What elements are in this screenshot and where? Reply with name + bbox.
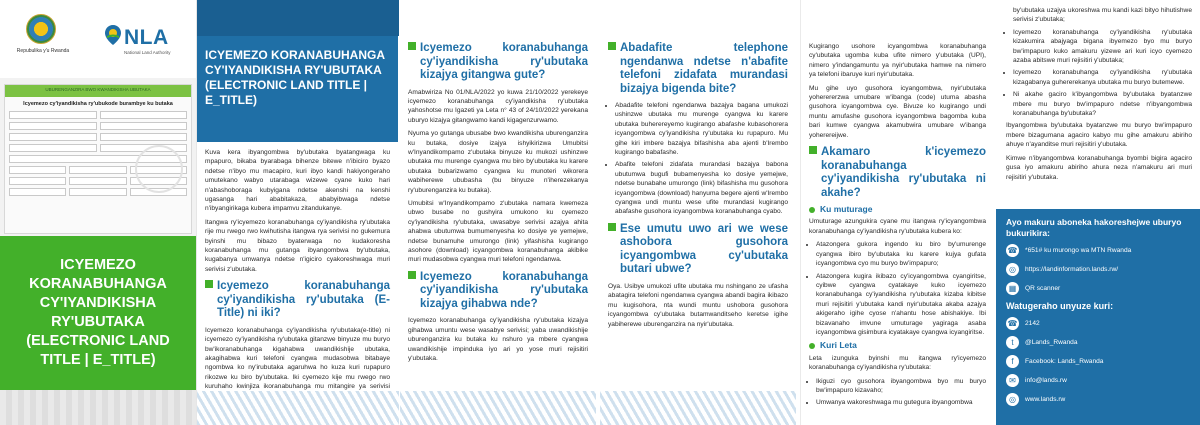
bullet-list <box>809 377 986 408</box>
republic-label: Repubulika y'u Rwanda <box>16 48 70 54</box>
subheading-label: Ku muturage <box>820 204 873 215</box>
qr-code-icon: ▦ <box>1006 282 1019 295</box>
section-heading <box>608 223 788 277</box>
decorative-pattern <box>197 391 399 425</box>
certificate-header-text: UBURENGANZIRA BWO KWANDIKISHA UBUTAKA <box>45 87 151 92</box>
list-item: • Abadafite telefoni ngendanwa bazajya bagana umukozi ushinzwe ubutaka mu murenge cyangwa ku karere ubutaka buherereyemo kugirango abafashe kubasohorera icyangombwa cy'iyandikisha ry'ubutaka ku rupapuro. Mu gihe kiri imbere bazajya bifashisha aba ajenti b'Irembo kugirango babafashe. <box>615 101 788 157</box>
bullet-dot-icon <box>809 207 815 213</box>
section-title: Icyemezo koranabuhanga cy'iyandikisha ry'ubutaka kizajya gitangwa gute? <box>420 42 588 81</box>
nla-logo-text: NLA <box>124 26 169 49</box>
watermark-seal-icon <box>135 145 183 193</box>
section-title: Akamaro k'icyemezo koranabuhanga cy'iyandikisha ry'ubutaka ni akahe? <box>821 146 986 199</box>
certificate-title: Icyemezo cy'iyandikisha ry'ubukode burambye ku butaka <box>23 101 173 107</box>
globe-icon: ◎ <box>1006 393 1019 406</box>
subheading-label: Kuri Leta <box>820 340 857 351</box>
decorative-pattern <box>400 391 596 425</box>
rwanda-seal-icon <box>26 14 56 44</box>
intro-heading: ICYEMEZO KORANABUHANGA CY'IYANDIKISHA RY'UBUTAKA (ELECTRONIC LAND TITLE | E_TITLE) <box>205 48 385 107</box>
subheading <box>809 341 986 350</box>
section-heading <box>408 42 588 83</box>
section-paragraph: Kugirango usohore icyangombwa koranabuhanga cy'ubutaka ugomba kuba ufite nimero y'ubutaka (UPI), nimero y'indangamuntu ya nyir'ubutaka hamwe na nimero ya telefoni ibaruye kuri nyir'ubutaka. <box>809 43 986 79</box>
section-paragraph: Mu gihe uyo gusohora icyangombwa, nyir'ubutaka yoherererzwa umubare w'ibanga (code) utuma abasha gusohora icyangombwa cye. Bivuze ko kugirango undi muntu amufashe gusohora icyangombwa bagomba kuba bari kumwe cyangwa akamubwira umubare w'ibanga yoherereijwe. <box>809 84 986 139</box>
list-item: • Icyemezo koranabuhanga cy'iyandikisha ry'ubutaka kizakumira abajyaga bigana ibyemezo byo mu buryo bw'impapuro kuko amakuru yizewe ari kuri icyo cyemezo azaba abitswe muri rejisitiri y'ubutaka; <box>1013 28 1192 66</box>
phone-icon: ☎ <box>1007 246 1018 255</box>
info-title: Ayo makuru aboneka hakoreshejwe uburyo bukurikira: <box>1006 217 1182 238</box>
list-item: • Atazongera gukora ingendo ku biro by'umurenge cyangwa ibiro by'ubutaka ku karere kujya gufata icyangombwa cyo mu buryo bw'impapuro; <box>816 240 986 268</box>
info-item <box>1006 244 1190 257</box>
section-heading <box>205 280 390 321</box>
contact-item[interactable] <box>1006 355 1190 368</box>
certificate-preview <box>4 84 192 234</box>
validity-section <box>996 0 1200 206</box>
certificate-header <box>5 85 191 97</box>
section-paragraph: Oya. Usibye umukozi ufite ubutaka mu nshingano ze ufasha abatagira telefoni ngendanwa cyangwa abandi bagira ikibazo mu kugisohora, nta wundi muntu ushobora gusohora icyangombwa cy'ubutaka butamwanditseho keretse igihe yabiherewe uburenganzira na nyir'ubutaka. <box>608 282 788 328</box>
email-icon: ✉ <box>1006 374 1019 387</box>
contact-item[interactable] <box>1006 374 1190 387</box>
phone-icon: ☎ <box>1007 319 1018 328</box>
facebook-icon: f <box>1006 355 1019 368</box>
section-heading <box>608 42 788 96</box>
contact-item <box>1006 317 1190 330</box>
section-title: Icyemezo koranabuhanga cy'iyandikisha ry'ubutaka kizajya gihabwa nde? <box>420 270 588 310</box>
info-item[interactable] <box>1006 263 1190 276</box>
section-title: Icyemezo koranabuhanga cy'iyandikisha ry'ubutaka (E-Title) ni iki? <box>217 280 390 320</box>
decorative-pattern <box>600 391 796 425</box>
info-text: QR scanner <box>1025 285 1061 292</box>
section-paragraph: Leta izunguka byinshi mu itangwa ry'icyemezo koranabuhanga cy'iyandikisha ry'ubutaka: <box>809 354 986 372</box>
section-title: Abadafite telephone ngendanwa ndetse n'abafite telefoni zidafata murandasi bizajya bigenda bite? <box>620 42 788 95</box>
contact-link[interactable]: www.lands.rw <box>1025 396 1066 403</box>
intro-paragraph: Kuva kera ibyangombwa by'ubutaka byatangwaga ku mpapuro, bikaba byarabaga bihenze bitewe n'ibiciro byazo ndetse n'ibyo mu macapiro, kuri ibyo kandi hakiyongeraho umutekano wabyo utarabaga wizewe cyane kuko hari n'abashoboraga kubyigana ndetse akenshi na kenshi ugasanga hari ababitakaza, ababyibwaga ndetse n'ibyangirikaga kubera impamvu zitandukanye. <box>205 149 390 213</box>
nla-logo <box>104 24 184 64</box>
list-item: • Abafite telefoni zidafata murandasi bazajya babona ubutumwa bugufi bubamenyesha ko dosiye yemejwe, ndetse bunabahe umurongo (link) bifashisha mu gusohora icyangombwa (download) hanyuma begere ajenti w'Irembo cyangwa undi muntu wese ufite murandasi kugirango abafashe gusohora icyangombwa koranabuhanga cyabo. <box>615 160 788 216</box>
section-paragraph: Ibyangombwa by'ubutaka byatanzwe mu buryo bw'impapuro mbere bizagumana agaciro kabyo mu gihe amakuru abiriho ahuye n'ayanditse muri rejisitiri y'ubutaka. <box>1006 122 1192 149</box>
contact-title: Watugeraho unyuze kuri: <box>1006 301 1114 311</box>
bullet-list <box>608 101 788 217</box>
intro-header <box>197 0 398 142</box>
intro-panel <box>196 0 398 425</box>
section-title: Ese umutu uwo ari we wese ashobora gusohora icyangombwa cy'ubutaka butari ubwe? <box>620 222 788 276</box>
list-item: by'ubutaka uzajya ukoreshwa mu kandi kazi bityo hihutishwe serivisi z'ubutaka; <box>1013 7 1192 24</box>
logo-area <box>0 0 196 78</box>
bullet-list <box>1006 6 1192 118</box>
bullet-dot-icon <box>809 343 815 349</box>
contact-box <box>996 209 1200 425</box>
contact-link[interactable]: info@lands.rw <box>1025 377 1067 384</box>
list-item: • Atazongera kugira ikibazo cy'icyangombwa cyangiritse, cyibwe cyangwa cyatakaye kuko icyemezo koranabuhanga cy'iyandikisha ry'ubutaka kizaba kibitse muri rejisitiri y'ubutaka kandi nyir'ubutaka akaba azajya akigeraho igihe cyose n'ahantu hose abishakiye. Ibi bizavanaho imvune umuturage yagiraga asaba icyangombwa gisimbura icyatakaye cyangwa icyangiritse. <box>816 272 986 338</box>
twitter-icon: t <box>1006 336 1019 349</box>
section-paragraph: Amabwiriza No 01/NLA/2022 yo kuwa 21/10/2022 yerekeye icyemezo koranabuhanga cy'iyandikisha ry'ubutaka yahoshotse mu Igazeti ya Leta n° 43 of 24/10/2022 yerekana uburyo kizajya gitangwamo kandi kigagenzurwamo. <box>408 88 588 124</box>
benefits-panel <box>800 0 994 425</box>
info-item <box>1006 282 1190 295</box>
nla-subtitle: National Land Authority <box>124 50 171 55</box>
list-item: • Umwanya wakoreshwaga mu gutegura ibyangombwa <box>816 398 986 407</box>
cover-panel <box>0 0 196 425</box>
phone-panel <box>600 0 796 425</box>
section-paragraph: Icyemezo koranabuhanga cy'iyandikisha ry'ubutaka kizajya gihabwa umuntu wese wasabye serivisi; yaba uwandikishije uburenganzira ku butaka ku nshuro ya mbere cyangwa uwandikishije impinduka iyo ari yo yose muri rejisitiri y'ubutaka. <box>408 317 588 362</box>
section-paragraph: Umuturage azungukira cyane mu itangwa ry'icyangombwa koranabuhanga cy'iyandikisha ry'ubutaka kubera ko: <box>809 218 986 235</box>
intro-paragraph: Itangwa ry'icyemezo koranabuhanga cy'iyandikisha ry'ubutaka rije mu rwego rwo kwihutisha itangwa rya serivisi no gukemura byinshi mu bibazo byaterwaga no kudakoresha koranabuhanga mu gutanga ibyangombwa by'ubutaka, kugabanya umwanya ndetse n'igiciro cyakoreshwaga muri serivisi z'ubutaka. <box>205 218 390 273</box>
location-pin-icon <box>104 24 122 46</box>
cover-title-block <box>0 236 196 390</box>
contact-link[interactable]: Facebook: Lands_Rwanda <box>1025 358 1104 365</box>
section-heading <box>408 271 588 312</box>
contact-item[interactable] <box>1006 336 1190 349</box>
section-heading <box>809 146 986 200</box>
list-item: • Ikiguzi cyo gusohora ibyangombwa byo mu buryo bw'impapuro kizavaho; <box>816 377 986 396</box>
contact-panel <box>996 0 1200 425</box>
section-paragraph: Kimwe n'ibyangombwa koranabuhanga byombi bigira agaciro gusa iyo amakuru abiriho ahura neza n'amakuru ari muri rejisitiri y'ubutaka. <box>1006 154 1192 181</box>
list-item: • Icyemezo koranabuhanga cy'iyandikisha ry'ubutaka kizagabanya guhererekanya ubutaka mu buryo butemewe. <box>1013 68 1192 87</box>
how-panel <box>400 0 596 425</box>
subheading <box>809 205 986 214</box>
cover-title: ICYEMEZO KORANABUHANGA CY'IYANDIKISHA RY'UBUTAKA (ELECTRONIC LAND TITLE | E_TITLE) <box>26 257 170 368</box>
contact-item[interactable] <box>1006 393 1190 406</box>
intro-body <box>197 142 398 420</box>
globe-icon: ◎ <box>1006 263 1019 276</box>
contact-text: 2142 <box>1025 320 1040 327</box>
section-paragraph: Icyemezo koranabuhanga cy'iyandikisha ry'ubutaka(e-title) ni icyemezo cy'iyandikisha ry'ubutaka gitanzwe binyuze mu buryo bw'ikoranabuhanga kigahabwa uwandikishije ubutaka, akagihabwa kuri telefoni cyangwa mudasobwa bitabaye ngombwa ko ny'irubutaka agaruhwa ho kuza kuri rupapuro rikozwe ku biro by'ubutaka. Iki cyemezo kije mu rwego rwo kuruhaho kwinjiza ikoranabuhanga mu mitangire ya serivisi <box>205 326 390 391</box>
info-link[interactable]: https://landinformation.lands.rw/ <box>1025 266 1119 273</box>
section-paragraph: Nyuma yo gutanga ubusabe bwo kwandikisha uburenganzira ku butaka, dosiye izajya ishyikirizwa Umubitsi w'Inyandikompamo z'ubutaka binyuze ku mukozi ushinzwe ubutaka mu murenge cyangwa mu biro by'ubutaka ku karere ubutaka bubarizwamo cyangwa ku munoteri wikorera wabiherewe ububasha (bu binyuze n'iherezekanya ry'uburenganzira ku butaka). <box>408 130 588 194</box>
bullet-list <box>809 240 986 337</box>
list-item: • Ni akahe gaciro k'ibyangombwa by'ubutaka byatanzwe mbere mu buryo bw'impapuro ndetse n'ibyangombwa koranabuhanga by'ubutaka? <box>1013 90 1192 118</box>
decorative-pattern <box>0 390 196 425</box>
contact-link[interactable]: @Lands_Rwanda <box>1025 339 1078 346</box>
section-paragraph: Umubitsi w'Inyandikompamo z'ubutaka namara kwemeza ubwo busabe no gushyira umukono ku cyemezo cy'iyandikisha ry'ubutaka, uwasabye serivisi azajya ahita ahabwa ubutumwa bumumenyesha ko dosiye ye yemejwe, ndetse bunamuhe umurongo (link) yifashisha kugirango asohore (download) icyangombwa koranabuhanga akibike muri mudasobwa cyangwa muri telefoni ngendanwa. <box>408 199 588 264</box>
info-text: *651# ku murongo wa MTN Rwanda <box>1025 247 1132 254</box>
